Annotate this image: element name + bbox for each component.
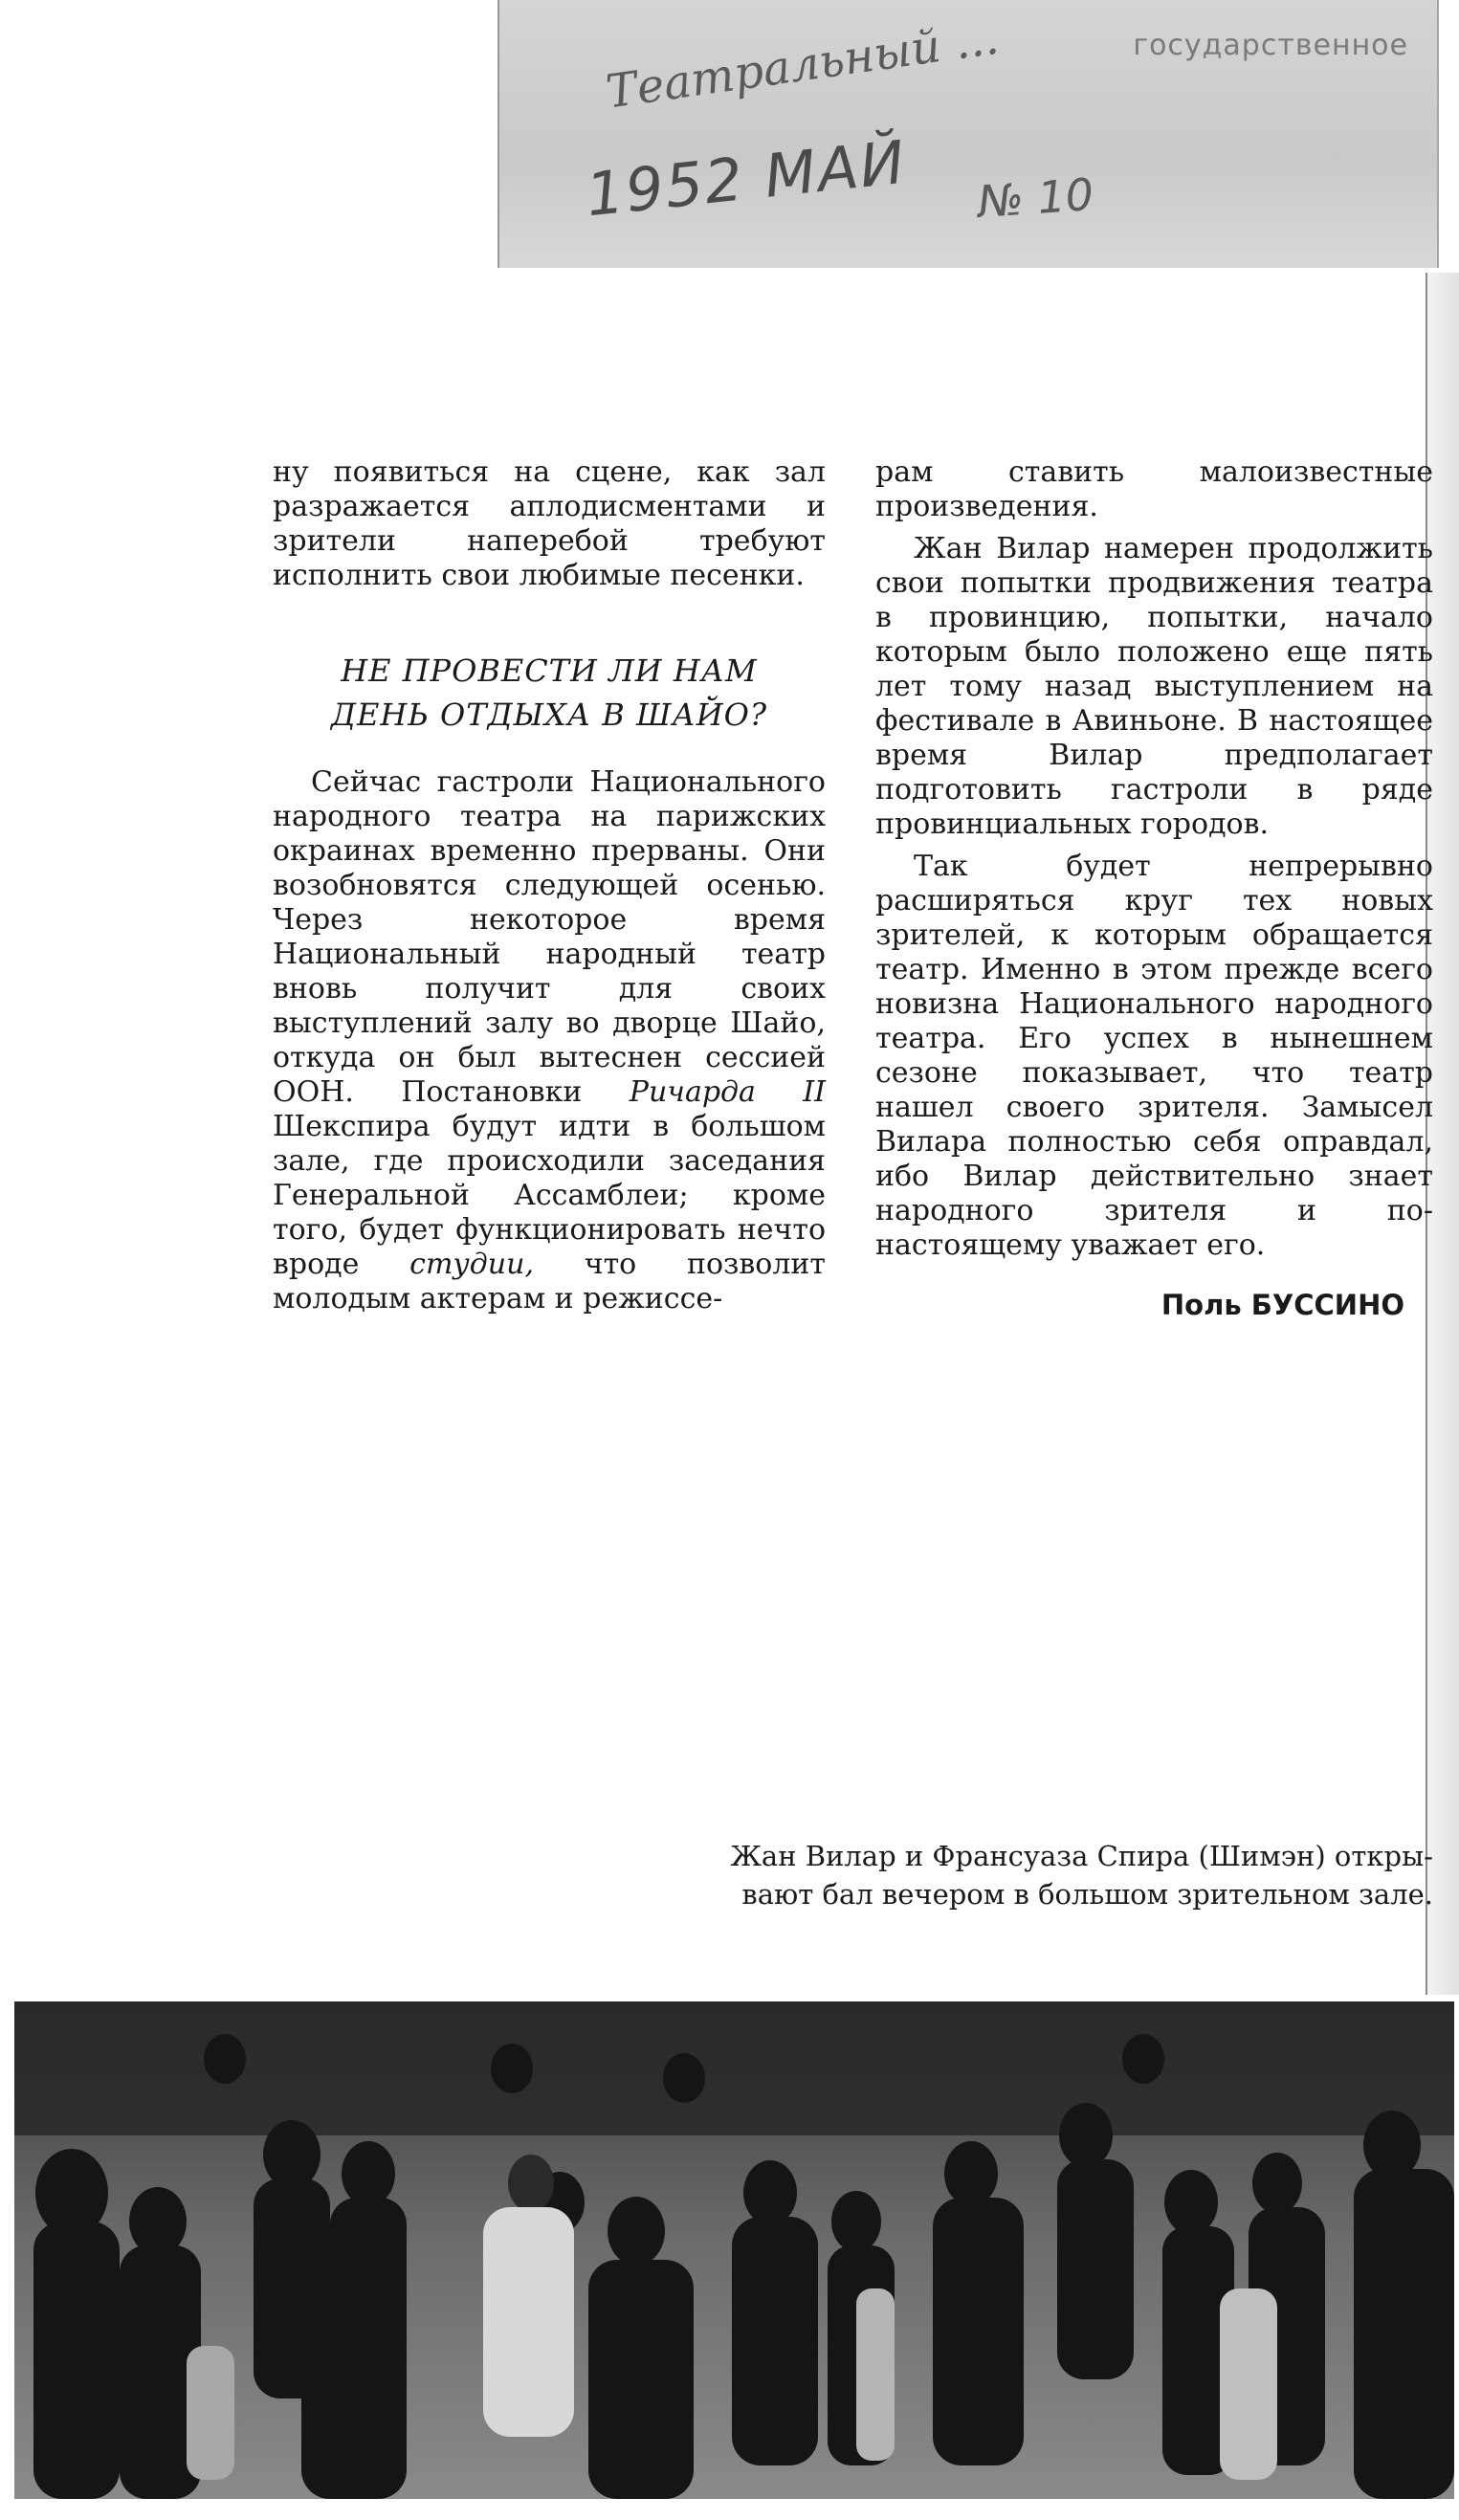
ballroom-photo-image	[14, 2001, 1454, 2499]
paragraph-3: Так будет непрерывно расширяться круг тех новых зрителей, к которым обращается театр. Именно в этом прежде всего новизна Национального народного театра. Его успех в нынешнем сезоне показывает, что театр нашел своего зрителя. Замысел Вилара полностью себя оправдал, ибо Вилар действительно знает народного зрителя и по-настоящему уважает его.	[875, 850, 1433, 1262]
paragraph-2: Жан Вилар намерен продолжить свои попытки продвижения театра в провинцию, попытки, начало которым было положено еще пять лет тому назад выступлением на фестивале в Авиньоне. В настоящее время Вилар предполагает подготовить гастроли в ряде провинциальных городов.	[875, 532, 1433, 841]
stamp-year: 1952	[583, 144, 748, 231]
left-column	[273, 455, 826, 1324]
stamp-number: № 10	[976, 167, 1095, 229]
left-intro-paragraph: ну появиться на сцене, как зал разражается аплодисментами и зрители наперебой требуют исполнить свои любимые песенки.	[273, 455, 826, 592]
caption-line-1: Жан Вилар и Франсуаза Спира (Шимэн) откры-	[730, 1840, 1433, 1872]
photo-caption	[631, 1837, 1433, 1913]
section-heading	[273, 649, 826, 737]
studio-term: студии,	[409, 1248, 534, 1281]
author-signature: Поль БУССИНО	[1161, 1289, 1404, 1321]
caption-line-2: вают бал вечером в большом зрительном зале.	[741, 1878, 1433, 1911]
stamp-month: МАЙ	[761, 126, 910, 211]
ballroom-photo	[14, 2001, 1454, 2499]
heading-line-1: НЕ ПРОВЕСТИ ЛИ НАМ	[341, 652, 758, 689]
paragraph-1: Сейчас гастроли Национального народного театра на парижских окраинах временно прерваны. Они возобновятся следующей осенью. Через некоторое время Национальный народный театр вновь получит для своих выступлений залу во дворце Шайо, откуда он был вытеснен сессией ООН. Постановки Ричарда II Шекспира будут идти в большом зале, где происходили заседания Генеральной Ассамблеи; кроме того, будет функционировать нечто вроде студии, что позволит молодым актерам и режиссе-	[273, 765, 826, 1315]
heading-line-2: ДЕНЬ ОТДЫХА В ШАЙО?	[330, 696, 767, 733]
stamp-date	[583, 127, 910, 231]
clipping-label	[497, 0, 1439, 268]
play-title: Ричарда II	[629, 1075, 826, 1109]
right-column	[875, 455, 1433, 1322]
handwritten-title: Театральный ...	[603, 11, 1003, 120]
publisher-stamp: государственное	[1133, 29, 1408, 62]
right-intro-paragraph: рам ставить малоизвестные произведения.	[875, 455, 1433, 523]
